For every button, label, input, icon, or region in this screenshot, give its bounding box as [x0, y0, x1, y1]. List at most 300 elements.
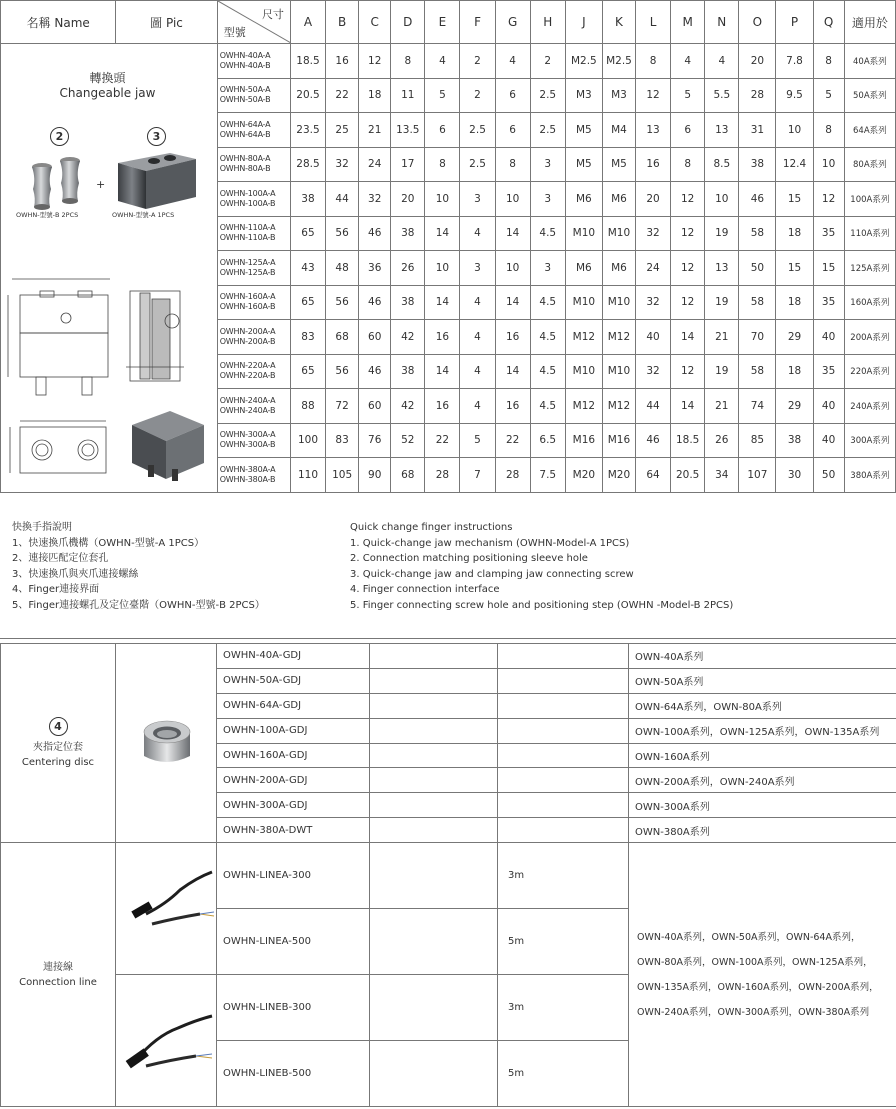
dim-value: M12	[565, 389, 602, 424]
connection-suit-line: OWN-40A系列，OWN-50A系列，OWN-64A系列，	[637, 931, 861, 943]
connection-model: OWHN-LINEA-500	[217, 909, 370, 975]
dim-value: 6	[495, 113, 530, 148]
dim-value: 38	[739, 147, 776, 182]
dim-value: 56	[326, 354, 359, 389]
connection-length: 3m	[498, 843, 629, 909]
model-cell	[217, 216, 290, 251]
dim-value: 12.4	[776, 147, 813, 182]
dim-value: 43	[290, 251, 325, 286]
dim-value: 19	[705, 216, 739, 251]
dim-value: 40	[636, 320, 671, 355]
dim-value: 5	[425, 78, 460, 113]
centering-model: OWHN-100A-GDJ	[217, 718, 370, 743]
dim-value: 105	[326, 458, 359, 493]
dim-value: M2.5	[565, 44, 602, 79]
dim-value: 3	[530, 251, 565, 286]
dim-value: M3	[602, 78, 635, 113]
instruction-cn-item: 5、Finger連接螺孔及定位臺階（OWHN-型號-B 2PCS）	[12, 599, 265, 611]
dim-value: M2.5	[602, 44, 635, 79]
dim-value: M6	[565, 251, 602, 286]
dim-value: M10	[602, 285, 635, 320]
dim-value: 100	[290, 423, 325, 458]
dim-value: 17	[391, 147, 425, 182]
dim-value: M5	[565, 113, 602, 148]
dim-value: 12	[359, 44, 391, 79]
suit-value: 220A系列	[844, 354, 895, 389]
model-a: OWHN-240A-A	[219, 395, 276, 405]
dim-value: 12	[636, 78, 671, 113]
dim-value: 58	[739, 216, 776, 251]
dim-value: 22	[425, 423, 460, 458]
dim-value: 16	[636, 147, 671, 182]
part3-label: OWHN-型號-A 1PCS	[112, 211, 175, 219]
dim-value: 10	[495, 251, 530, 286]
dim-value: 14	[671, 389, 705, 424]
model-b: OWHN-64A-B	[219, 129, 271, 139]
dim-value: 3	[530, 182, 565, 217]
dim-value: 38	[290, 182, 325, 217]
suit-value: 240A系列	[844, 389, 895, 424]
instruction-en-title: Quick change finger instructions	[350, 522, 513, 533]
model-b: OWHN-80A-B	[219, 164, 271, 174]
dim-value: 12	[813, 182, 844, 217]
dim-value: 21	[705, 320, 739, 355]
dim-value: 40	[813, 389, 844, 424]
centering-suit: OWN-50A系列	[629, 668, 896, 693]
connection-name-en: Connection line	[19, 976, 97, 988]
header-size-label: 尺寸	[261, 8, 284, 21]
dim-value: 16	[425, 320, 460, 355]
dim-value: 38	[776, 423, 813, 458]
dim-value: M6	[602, 182, 635, 217]
connection-suit-line: OWN-240A系列，OWN-300A系列，OWN-380A系列	[637, 1006, 870, 1018]
header-dim: J	[565, 1, 602, 44]
dim-value: 4.5	[530, 285, 565, 320]
dim-value: 7.8	[776, 44, 813, 79]
dim-value: 10	[425, 182, 460, 217]
connection-name-cn: 連接線	[43, 961, 73, 973]
dim-value: 16	[425, 389, 460, 424]
dim-value: 2.5	[530, 113, 565, 148]
dim-value: 18	[776, 285, 813, 320]
dim-value: 70	[739, 320, 776, 355]
dim-value: M10	[565, 354, 602, 389]
instruction-en-item: 5. Finger connecting screw hole and positioning step (OWHN -Model-B 2PCS)	[350, 599, 734, 611]
dim-value: 10	[425, 251, 460, 286]
jaw-name-en: Changeable jaw	[59, 86, 156, 100]
dim-value: 8	[813, 44, 844, 79]
instructions-cn	[12, 520, 265, 614]
dim-value: 35	[813, 354, 844, 389]
connection-line-name-cell	[1, 843, 116, 1107]
dim-value: 4.5	[530, 354, 565, 389]
model-b: OWHN-50A-B	[219, 95, 271, 105]
cable-a-pic-cell	[116, 843, 217, 975]
dim-value: 19	[705, 354, 739, 389]
model-cell	[217, 44, 290, 79]
dim-value: 2.5	[530, 78, 565, 113]
jaw-illustration-area	[0, 43, 215, 493]
dim-value: M10	[602, 354, 635, 389]
instruction-cn-item: 3、快速換爪與夾爪連接螺絲	[12, 568, 139, 580]
suit-value: 300A系列	[844, 423, 895, 458]
dim-value: 16	[495, 389, 530, 424]
dim-value: 3	[460, 251, 495, 286]
connection-model: OWHN-LINEB-300	[217, 975, 370, 1041]
dim-value: M4	[602, 113, 635, 148]
dim-value: M12	[602, 320, 635, 355]
instruction-en-item: 1. Quick-change jaw mechanism (OWHN-Model-A 1PCS)	[350, 537, 630, 549]
header-model-label: 型號	[223, 26, 246, 39]
dim-value: 50	[739, 251, 776, 286]
dim-value: 20	[391, 182, 425, 217]
model-a: OWHN-100A-A	[219, 188, 276, 198]
dim-value: 8.5	[705, 147, 739, 182]
dim-value: 12	[671, 182, 705, 217]
dim-value: M5	[602, 147, 635, 182]
dim-value: 107	[739, 458, 776, 493]
suit-value: 64A系列	[844, 113, 895, 148]
dim-value: 65	[290, 216, 325, 251]
header-dim: H	[530, 1, 565, 44]
header-suit: 適用於	[844, 1, 895, 44]
model-a: OWHN-300A-A	[219, 430, 276, 440]
dim-value: 4	[671, 44, 705, 79]
cable-b-icon	[116, 976, 217, 1106]
dim-value: 58	[739, 285, 776, 320]
suit-value: 80A系列	[844, 147, 895, 182]
instruction-cn-item: 4、Finger連接界面	[12, 584, 100, 596]
centering-model: OWHN-40A-GDJ	[217, 644, 370, 669]
dim-value: 8	[813, 113, 844, 148]
dim-value: 38	[391, 216, 425, 251]
model-a: OWHN-380A-A	[219, 464, 276, 474]
dim-value: 3	[460, 182, 495, 217]
model-cell	[217, 78, 290, 113]
dim-value: 10	[813, 147, 844, 182]
model-cell	[217, 320, 290, 355]
header-dim: C	[359, 1, 391, 44]
model-b: OWHN-110A-B	[219, 233, 276, 243]
connection-model: OWHN-LINEA-300	[217, 843, 370, 909]
header-dim: D	[391, 1, 425, 44]
centering-model: OWHN-50A-GDJ	[217, 668, 370, 693]
model-b: OWHN-40A-B	[219, 60, 271, 70]
section-view-drawing	[126, 291, 184, 381]
dim-value: 13.5	[391, 113, 425, 148]
dim-value: 40	[813, 423, 844, 458]
model-cell	[217, 113, 290, 148]
dim-value: 30	[776, 458, 813, 493]
header-dim: P	[776, 1, 813, 44]
dim-value: 18	[776, 216, 813, 251]
part-number-3: 3	[147, 127, 166, 146]
top-view-drawing	[10, 421, 106, 473]
dim-value: 20.5	[290, 78, 325, 113]
instruction-cn-title: 快換手指說明	[12, 522, 72, 533]
dim-value: M3	[565, 78, 602, 113]
model-a: OWHN-125A-A	[219, 257, 276, 267]
dim-value: 32	[359, 182, 391, 217]
dim-value: 74	[739, 389, 776, 424]
centering-suit: OWN-380A系列	[629, 818, 896, 843]
model-a: OWHN-50A-A	[219, 85, 271, 95]
dim-value: 46	[739, 182, 776, 217]
dim-value: 15	[776, 251, 813, 286]
dim-value: 32	[636, 354, 671, 389]
dim-value: 19	[705, 285, 739, 320]
dim-value: 46	[359, 285, 391, 320]
dim-value: 10	[705, 182, 739, 217]
dim-value: 68	[326, 320, 359, 355]
header-dim: K	[602, 1, 635, 44]
dim-value: M6	[602, 251, 635, 286]
centering-model: OWHN-300A-GDJ	[217, 793, 370, 818]
dim-value: 12	[671, 251, 705, 286]
suit-value: 160A系列	[844, 285, 895, 320]
dim-value: 3	[530, 147, 565, 182]
dim-value: 4	[705, 44, 739, 79]
dim-value: 28	[425, 458, 460, 493]
dim-value: M10	[602, 216, 635, 251]
dim-value: 52	[391, 423, 425, 458]
dim-value: 13	[636, 113, 671, 148]
spec-header-row	[1, 1, 896, 44]
dim-value: 16	[495, 320, 530, 355]
centering-name-cn: 夾指定位套	[33, 741, 83, 753]
instruction-cn-item: 2、連接匹配定位套孔	[12, 553, 109, 565]
model-b: OWHN-200A-B	[219, 336, 276, 346]
suit-value: 380A系列	[844, 458, 895, 493]
model-b: OWHN-240A-B	[219, 405, 276, 415]
dim-value: 29	[776, 320, 813, 355]
dim-value: 42	[391, 320, 425, 355]
dim-value: 32	[636, 216, 671, 251]
dim-value: 12	[671, 354, 705, 389]
cable-b-pic-cell	[116, 975, 217, 1107]
dim-value: 36	[359, 251, 391, 286]
dim-value: 50	[813, 458, 844, 493]
dim-value: 4.5	[530, 216, 565, 251]
model-a: OWHN-160A-A	[219, 292, 276, 302]
suit-value: 125A系列	[844, 251, 895, 286]
dim-value: 11	[391, 78, 425, 113]
dim-value: 14	[495, 216, 530, 251]
dim-value: 42	[391, 389, 425, 424]
suit-value: 110A系列	[844, 216, 895, 251]
centering-suit: OWN-64A系列，OWN-80A系列	[629, 693, 896, 718]
dim-value: 6.5	[530, 423, 565, 458]
dim-value: 10	[776, 113, 813, 148]
dim-value: 14	[671, 320, 705, 355]
cable-a-icon	[116, 844, 217, 974]
centering-disc-name-cell	[1, 644, 116, 843]
dim-value: 8	[636, 44, 671, 79]
assembly-render-icon	[132, 411, 204, 481]
front-view-drawing	[8, 279, 110, 395]
part2-label: OWHN-型號-B 2PCS	[16, 211, 79, 219]
dim-value: 4	[425, 44, 460, 79]
model-a: OWHN-80A-A	[219, 154, 271, 164]
dim-value: 2.5	[460, 113, 495, 148]
dim-value: 9.5	[776, 78, 813, 113]
instruction-en-item: 3. Quick-change jaw and clamping jaw connecting screw	[350, 568, 634, 580]
dim-value: 28	[739, 78, 776, 113]
dim-value: 58	[739, 354, 776, 389]
dim-value: M10	[565, 285, 602, 320]
connection-suit-cell	[629, 843, 896, 1107]
dim-value: 46	[359, 216, 391, 251]
dim-value: 24	[359, 147, 391, 182]
header-dim: G	[495, 1, 530, 44]
dim-value: 83	[326, 423, 359, 458]
model-b: OWHN-300A-B	[219, 440, 276, 450]
dim-value: 14	[425, 216, 460, 251]
dim-value: 32	[326, 147, 359, 182]
dim-value: 20	[739, 44, 776, 79]
dim-value: 35	[813, 285, 844, 320]
dim-value: 25	[326, 113, 359, 148]
header-dim: N	[705, 1, 739, 44]
dim-value: 18	[776, 354, 813, 389]
dim-value: 64	[636, 458, 671, 493]
connection-suit-line: OWN-135A系列，OWN-160A系列，OWN-200A系列，	[637, 981, 879, 993]
model-a: OWHN-110A-A	[219, 223, 276, 233]
suit-value: 50A系列	[844, 78, 895, 113]
dim-value: 44	[636, 389, 671, 424]
jaw-name-cn: 轉換頭	[89, 71, 126, 85]
dim-value: 65	[290, 354, 325, 389]
model-b: OWHN-220A-B	[219, 371, 276, 381]
dim-value: 31	[739, 113, 776, 148]
dim-value: 4	[460, 216, 495, 251]
dim-value: 10	[495, 182, 530, 217]
model-a: OWHN-40A-A	[219, 50, 271, 60]
header-dim: A	[290, 1, 325, 44]
model-a: OWHN-200A-A	[219, 326, 276, 336]
dim-value: 110	[290, 458, 325, 493]
dim-value: 24	[636, 251, 671, 286]
model-cell	[217, 354, 290, 389]
centering-disc-icon	[116, 644, 217, 842]
dim-value: 83	[290, 320, 325, 355]
centering-model: OWHN-380A-DWT	[217, 818, 370, 843]
dim-value: 88	[290, 389, 325, 424]
centering-disc-pic-cell	[116, 644, 217, 843]
dim-value: 28	[495, 458, 530, 493]
dim-value: 26	[391, 251, 425, 286]
connection-length: 5m	[498, 1041, 629, 1107]
dim-value: 18.5	[290, 44, 325, 79]
header-dim: E	[425, 1, 460, 44]
dim-value: 60	[359, 320, 391, 355]
dim-value: 12	[671, 216, 705, 251]
dim-value: 5	[460, 423, 495, 458]
centering-model: OWHN-64A-GDJ	[217, 693, 370, 718]
instructions-en	[350, 520, 733, 614]
model-cell	[217, 251, 290, 286]
dim-value: 14	[495, 354, 530, 389]
dim-value: 7	[460, 458, 495, 493]
dim-value: 34	[705, 458, 739, 493]
dim-value: M16	[565, 423, 602, 458]
dim-value: 32	[636, 285, 671, 320]
dim-value: 85	[739, 423, 776, 458]
model-cell	[217, 147, 290, 182]
dim-value: 8	[671, 147, 705, 182]
dim-value: M16	[602, 423, 635, 458]
dim-value: 90	[359, 458, 391, 493]
dim-value: 5	[671, 78, 705, 113]
dim-value: M10	[565, 216, 602, 251]
model-b: OWHN-380A-B	[219, 474, 276, 484]
suit-value: 100A系列	[844, 182, 895, 217]
centering-model: OWHN-160A-GDJ	[217, 743, 370, 768]
dim-value: 23.5	[290, 113, 325, 148]
dim-value: 18.5	[671, 423, 705, 458]
dim-value: 8	[425, 147, 460, 182]
dim-value: 6	[671, 113, 705, 148]
dim-value: 38	[391, 285, 425, 320]
instructions-section	[0, 495, 896, 639]
dim-value: 46	[359, 354, 391, 389]
header-dim: M	[671, 1, 705, 44]
header-pic: 圖 Pic	[116, 1, 217, 44]
dim-value: 15	[776, 182, 813, 217]
centering-suit: OWN-100A系列，OWN-125A系列，OWN-135A系列	[629, 718, 896, 743]
dim-value: M20	[565, 458, 602, 493]
dim-value: 35	[813, 216, 844, 251]
connection-length: 5m	[498, 909, 629, 975]
dim-value: 4	[460, 285, 495, 320]
dim-value: 56	[326, 285, 359, 320]
dim-value: 2.5	[460, 147, 495, 182]
header-dim: O	[739, 1, 776, 44]
dim-value: 7.5	[530, 458, 565, 493]
dim-value: 2	[460, 44, 495, 79]
dim-value: 12	[671, 285, 705, 320]
dim-value: 60	[359, 389, 391, 424]
dim-value: M12	[602, 389, 635, 424]
instruction-en-item: 4. Finger connection interface	[350, 584, 500, 596]
part-number-4: 4	[49, 717, 68, 736]
model-cell	[217, 423, 290, 458]
header-name: 名稱 Name	[1, 1, 116, 44]
dim-value: 6	[425, 113, 460, 148]
dim-value: 38	[391, 354, 425, 389]
dim-value: 44	[326, 182, 359, 217]
dim-value: 4	[495, 44, 530, 79]
centering-suit: OWN-200A系列，OWN-240A系列	[629, 768, 896, 793]
dim-value: M20	[602, 458, 635, 493]
centering-name-en: Centering disc	[21, 756, 95, 768]
header-dim: Q	[813, 1, 844, 44]
centering-model: OWHN-200A-GDJ	[217, 768, 370, 793]
block-part-icon	[118, 153, 196, 209]
header-dim: F	[460, 1, 495, 44]
dim-value: 20.5	[671, 458, 705, 493]
dim-value: 72	[326, 389, 359, 424]
centering-suit: OWN-160A系列	[629, 743, 896, 768]
dim-value: 46	[636, 423, 671, 458]
model-cell	[217, 389, 290, 424]
dim-value: 2	[530, 44, 565, 79]
centering-suit: OWN-300A系列	[629, 793, 896, 818]
jaw-drawings	[0, 143, 215, 483]
dim-value: 4	[460, 389, 495, 424]
part-number-2: 2	[50, 127, 69, 146]
svg-text:+: +	[96, 178, 106, 191]
